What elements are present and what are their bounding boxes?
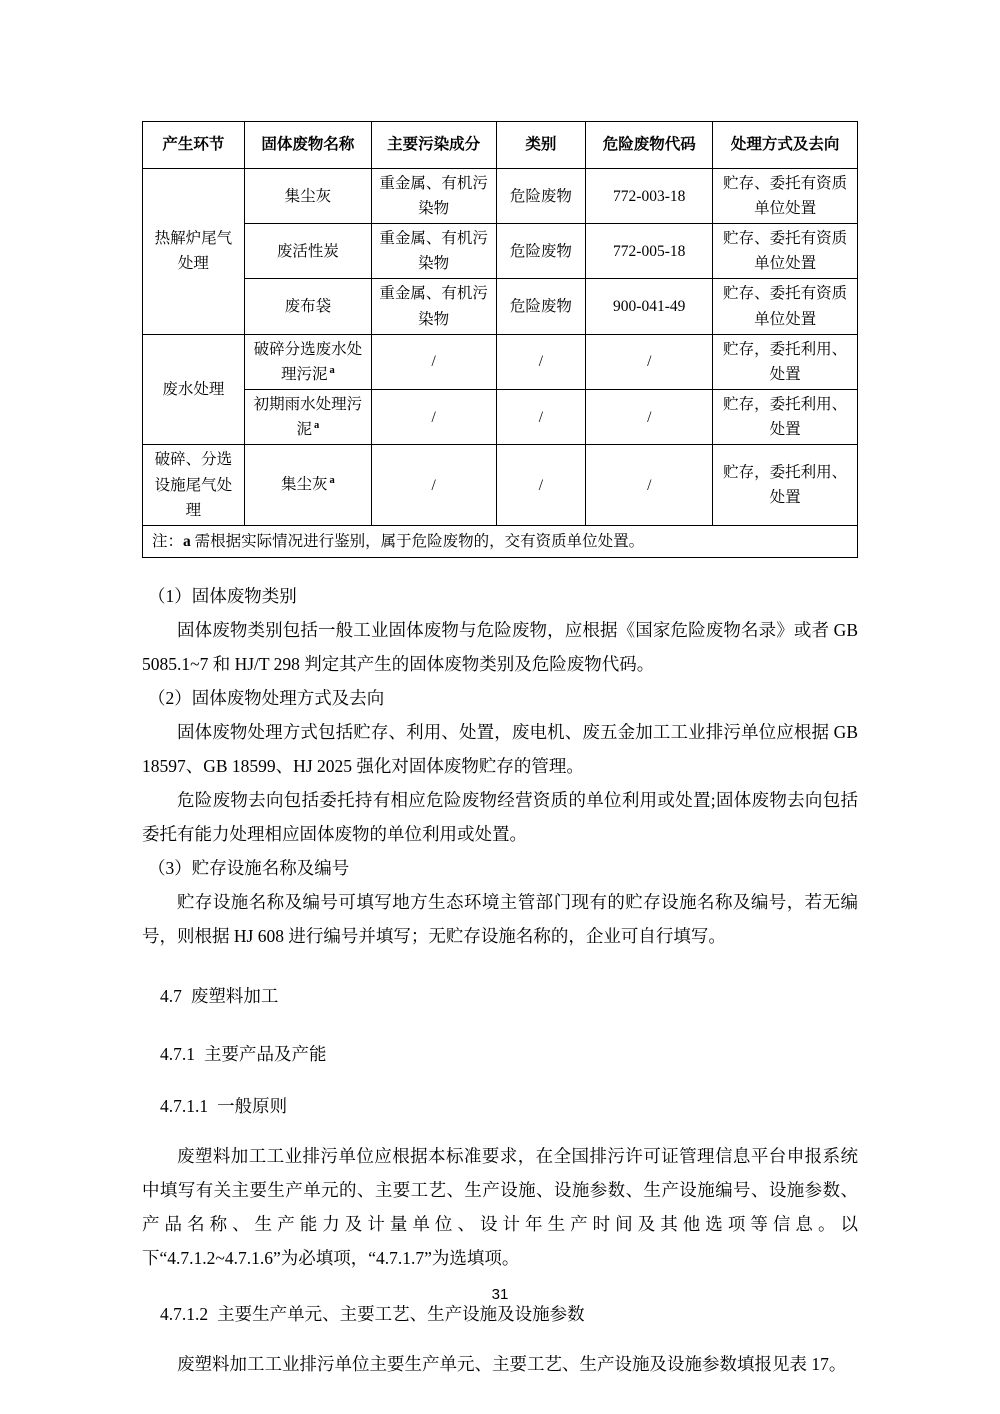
- table-cell: 重金属、有机污染物: [371, 279, 496, 334]
- note-text: 需根据实际情况进行鉴别，属于危险废物的，交有资质单位处置。: [190, 532, 645, 550]
- table-cell: 贮存、委托有资质单位处置: [713, 224, 858, 279]
- table-cell: /: [371, 390, 496, 445]
- table-cell: 贮存，委托利用、处置: [713, 445, 858, 525]
- table-row: [143, 224, 858, 279]
- table-row: [143, 445, 858, 525]
- table-cell: 重金属、有机污染物: [371, 169, 496, 224]
- table-note-row: [143, 525, 858, 558]
- item-3-heading: （3）贮存设施名称及编号: [148, 858, 350, 879]
- section-4-7-1-2-heading: [142, 1301, 858, 1327]
- table-row: [143, 390, 858, 445]
- table-cell: 贮存，委托利用、处置: [713, 334, 858, 389]
- table-cell: /: [586, 390, 713, 445]
- table-cell: /: [496, 390, 586, 445]
- table-row: [143, 334, 858, 389]
- item-2-paragraph-1: 固体废物处理方式包括贮存、利用、处置，废电机、废五金加工工业排污单位应根据 GB 18597、GB 18599、HJ 2025 强化对固体废物贮存的管理。: [142, 722, 858, 777]
- table-cell: 贮存、委托有资质单位处置: [713, 169, 858, 224]
- table-cell: 危险废物: [496, 279, 586, 334]
- body-text: [142, 579, 858, 953]
- table-cell: 贮存、委托有资质单位处置: [713, 279, 858, 334]
- footnote-marker: a: [329, 475, 335, 487]
- footnote-marker: a: [313, 420, 320, 432]
- table-cell: /: [496, 334, 586, 389]
- table-cell: /: [371, 334, 496, 389]
- section-number: 4.7.1.1: [160, 1096, 209, 1117]
- section-title: 废塑料加工: [190, 986, 279, 1007]
- section-title: 一般原则: [217, 1096, 288, 1117]
- column-header: 产生环节: [143, 122, 245, 169]
- item-1-paragraph: 固体废物类别包括一般工业固体废物与危险废物，应根据《国家危险废物名录》或者 GB 5085.1~7 和 HJ/T 298 判定其产生的固体废物类别及危险废物代码。: [142, 620, 858, 675]
- section-title: 主要生产单元、主要工艺、生产设施及设施参数: [217, 1304, 585, 1325]
- table-row: [143, 169, 858, 224]
- table-cell: 废水处理: [143, 334, 245, 445]
- item-1-heading: （1）固体废物类别: [148, 586, 297, 607]
- section-number: 4.7.1: [160, 1044, 195, 1065]
- table-cell: /: [586, 334, 713, 389]
- section-4-7-1-2-paragraph: 废塑料加工工业排污单位主要生产单元、主要工艺、生产设施及设施参数填报见表 17。: [177, 1354, 847, 1375]
- table-cell: 热解炉尾气处理: [143, 169, 245, 335]
- column-header: 主要污染成分: [371, 122, 496, 169]
- item-2-heading: （2）固体废物处理方式及去向: [148, 688, 385, 709]
- table-header-row: [143, 122, 858, 169]
- table-cell: 772-005-18: [586, 224, 713, 279]
- footnote-marker: a: [329, 364, 335, 376]
- note-prefix: 注：: [152, 532, 184, 550]
- table-cell: 初期雨水处理污泥 $^a$: [244, 390, 371, 445]
- table-cell: 重金属、有机污染物: [371, 224, 496, 279]
- section-4-7-1-1-heading: [142, 1093, 858, 1119]
- table-cell: /: [586, 445, 713, 525]
- section-number: 4.7: [160, 986, 182, 1007]
- column-header: 固体废物名称: [244, 122, 371, 169]
- table-cell: /: [496, 445, 586, 525]
- item-2-paragraph-2: 危险废物去向包括委托持有相应危险废物经营资质的单位利用或处置;固体废物去向包括委托有能力处理相应固体废物的单位利用或处置。: [142, 790, 858, 845]
- table-cell: 集尘灰 $^a$: [244, 445, 371, 525]
- table-cell: 772-003-18: [586, 169, 713, 224]
- section-4-7-1-1-paragraph: 废塑料加工工业排污单位应根据本标准要求，在全国排污许可证管理信息平台申报系统中填写有关主要生产单元的、主要工艺、生产设施、设施参数、生产设施编号、设施参数、产品名称、生产能力及计量单位、设计年生产时间及其他选项等信息。以下“4.7.1.2~4.7.1.6”为必填项，“4.7.1.7”为选填项。: [142, 1146, 858, 1269]
- item-3-paragraph: 贮存设施名称及编号可填写地方生态环境主管部门现有的贮存设施名称及编号，若无编号，则根据 HJ 608 进行编号并填写；无贮存设施名称的，企业可自行填写。: [142, 892, 858, 947]
- table-cell: 破碎分选废水处理污泥 $^a$: [244, 334, 371, 389]
- table-cell: 废活性炭: [244, 224, 371, 279]
- section-4-7-1-heading: [142, 1041, 858, 1067]
- page-number: 31: [491, 1286, 509, 1303]
- table-row: [143, 279, 858, 334]
- table-cell: 900-041-49: [586, 279, 713, 334]
- table-note-cell: [143, 525, 858, 558]
- section-4-7-heading: [142, 983, 858, 1009]
- table-cell: 贮存，委托利用、处置: [713, 390, 858, 445]
- table-cell: 废布袋: [244, 279, 371, 334]
- table-cell: /: [371, 445, 496, 525]
- section-title: 主要产品及产能: [204, 1044, 327, 1065]
- solid-waste-table: [142, 121, 858, 558]
- table-cell: 危险废物: [496, 169, 586, 224]
- section-number: 4.7.1.2: [160, 1304, 209, 1325]
- table-cell: 集尘灰: [244, 169, 371, 224]
- note-marker: a: [183, 532, 191, 550]
- table-cell: 危险废物: [496, 224, 586, 279]
- column-header: 类别: [496, 122, 586, 169]
- column-header: 危险废物代码: [586, 122, 713, 169]
- table-cell: 破碎、分选设施尾气处理: [143, 445, 245, 525]
- column-header: 处理方式及去向: [713, 122, 858, 169]
- page-content: [142, 121, 858, 1381]
